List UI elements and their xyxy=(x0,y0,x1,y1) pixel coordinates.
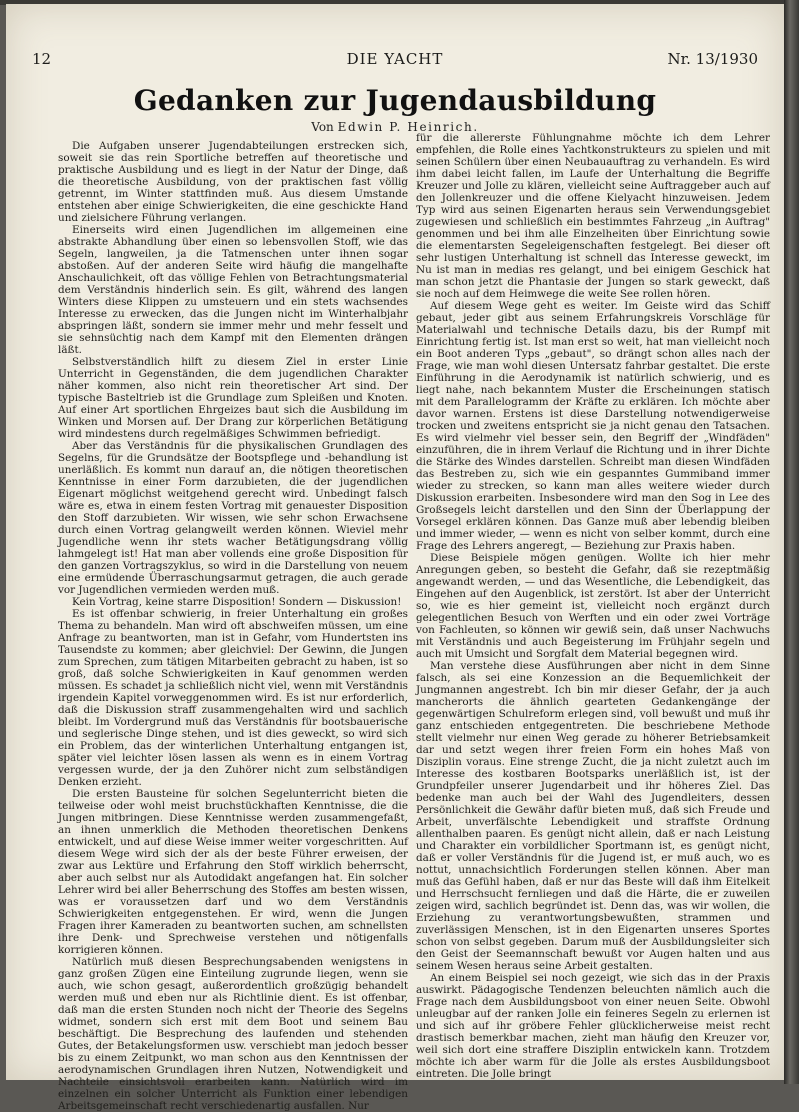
paragraph: für die allererste Fühlungnahme möchte ich dem Lehrer empfehlen, die Rolle eines Yachtkonstrukteurs zu spielen und mit seinen Schülern über einen Neubauauftrag zu verhandeln. Es wird ihm dabei leicht fallen, im Laufe der Unterhaltung die Begriffe Kreuzer und Jolle zu klären, vielleicht seine Auftraggeber auch auf den Jollenkreuzer und die offene Kielyacht hinzuweisen. Jedem Typ wird aus seinen Eigenarten heraus sein Verwendungsgebiet zugewiesen und schließlich ein bestimmtes Fahrzeug „in Auftrag" genommen und bei ihm alle Einzelheiten über Einrichtung sowie die elementarsten Segeleigenschaften festgelegt. Bei dieser oft sehr lustigen Unterhaltung ist schnell das Interesse geweckt, im Nu ist man in medias res gelangt, und bei einigem Geschick hat man schon jetzt die Phantasie der Jungen so stark geweckt, daß sie noch auf dem Heimwege die weite See rollen hören. xyxy=(416,132,770,300)
paragraph: Diese Beispiele mögen genügen. Wollte ich hier mehr Anregungen geben, so besteht die Gefahr, daß sie rezeptmäßig angewandt werden, — und das Wesentliche, die Lebendigkeit, das Eingehen auf den Augenblick, ist zerstört. Ist aber der Unterricht so, wie es hier gemeint ist, vielleicht noch ergänzt durch gelegentlichen Besuch von Werften und ein oder zwei Vorträge von Fachleuten, so können wir gewiß sein, daß unser Nachwuchs mit Verständnis und auch Begeisterung im Frühjahr segeln und auch mit Umsicht und Sorgfalt dem Material begegnen wird. xyxy=(416,552,770,660)
byline-prefix: Von xyxy=(311,120,334,134)
journal-title: DIE YACHT xyxy=(346,50,444,68)
author-name: Edwin P. Heinrich. xyxy=(337,120,479,134)
page-number: 12 xyxy=(32,50,52,68)
issue-number: Nr. 13/1930 xyxy=(667,50,758,68)
left-column xyxy=(58,140,408,1112)
paragraph: Man verstehe diese Ausführungen aber nicht in dem Sinne falsch, als sei eine Konzession an die Bequemlichkeit der Jungmannen angestrebt. Ich bin mir dieser Gefahr, der ja auch mancherorts die ähnlich gearteten Gedankengänge der gegenwärtigen Schulreform erlegen sind, voll bewußt und muß ihr ganz entschieden entgegentreten. Die beschriebene Methode stellt vielmehr nur einen Weg gerade zu höherer Betriebsamkeit dar und setzt wegen ihrer freien Form ein hohes Maß von Disziplin voraus. Eine strenge Zucht, die ja nicht zuletzt auch im Interesse des kostbaren Bootsparks unerläßlich ist, ist der Grundpfeiler unserer Jugendarbeit und ihr höheres Ziel. Das bedenke man auch bei der Wahl des Jugendleiters, dessen Persönlichkeit die Gewähr dafür bieten muß, daß sich Freude und Arbeit, unverfälschte Lebendigkeit und straffste Ordnung allenthalben paaren. Es genügt nicht allein, daß er nach Leistung und Charakter ein vorbildlicher Sportmann ist, es genügt nicht, daß er voller Verständnis für die Jugend ist, er muß auch, wo es nottut, unnachsichtlich Forderungen stellen können. Aber man muß das Gefühl haben, daß er nur das Beste will daß ihm Eitelkeit und Herrschsucht fernliegen und daß die Härte, die er zuweilen zeigen wird, sachlich begründet ist. Denn das, was wir wollen, die Erziehung zu verantwortungsbewußten, strammen und zuverlässigen Menschen, ist in den Eigenarten unseres Sportes schon von selbst gegeben. Darum muß der Ausbildungsleiter sich den Geist der Seemannschaft bewußt vor Augen halten und aus seinem Wesen heraus seine Arbeit gestalten. xyxy=(416,660,770,972)
paragraph-emphasis: Kein Vortrag, keine starre Disposition! Sondern — Diskussion! xyxy=(72,596,402,608)
paragraph: Es ist offenbar schwierig, in freier Unterhaltung ein großes Thema zu behandeln. Man wird oft abschweifen müssen, um eine Anfrage zu beantworten, man ist in Gefahr, vom Hundertsten ins Tausendste zu kommen; aber gleichviel: Der Gewinn, die Jungen zum Sprechen, zum tätigen Mitarbeiten gebracht zu haben, ist so groß, daß solche Schwierigkeiten in Kauf genommen werden müssen. Es schadet ja schließlich nicht viel, wenn mit Verständnis irgendein Kapitel vorweggenommen wird. Es ist nur erforderlich, daß die Diskussion straff zusammengehalten wird und sachlich bleibt. Im Vordergrund muß das Verständnis für bootsbauerische und seglerische Dinge stehen, und ist dies geweckt, so wird sich ein Problem, das der winterlichen Unterhaltung entgangen ist, später viel leichter lösen lassen als wenn es in einem Vortrag vergessen wurde, der ja den Zuhörer nicht zum selbständigen Denken erzieht. xyxy=(58,608,408,788)
article-title: Gedanken zur Jugendausbildung xyxy=(133,84,657,117)
paragraph: An einem Beispiel sei noch gezeigt, wie sich das in der Praxis auswirkt. Pädagogische Tendenzen beleuchten nämlich auch die Frage nach dem Ausbildungsboot von einer neuen Seite. Obwohl unleugbar auf der ranken Jolle ein feineres Segeln zu erlernen ist und sich auf ihr gröbere Fehler glücklicherweise meist recht drastisch bemerkbar machen, zieht man häufig den Kreuzer vor, weil sich dort eine straffere Disziplin entwickeln kann. Trotzdem möchte ich aber warm für die Jolle als erstes Ausbildungsboot eintreten. Die Jolle bringt xyxy=(416,972,770,1080)
paragraph: Die Aufgaben unserer Jugendabteilungen erstrecken sich, soweit sie das rein Sportliche betreffen auf theoretische und praktische Ausbildung und es liegt in der Natur der Dinge, daß die theoretische Ausbildung, von der praktischen fast völlig getrennt, im Winter stattfinden muß. Aus diesem Umstande entstehen aber einige Schwierigkeiten, die eine geschickte Hand und zielsichere Führung verlangen. xyxy=(58,140,408,224)
right-column xyxy=(416,132,770,1080)
paragraph: Einerseits wird einen Jugendlichen im allgemeinen eine abstrakte Abhandlung über einen so lebensvollen Stoff, wie das Segeln, langweilen, ja die Tatmenschen unter ihnen sogar abstoßen. Auf der anderen Seite wird häufig die mangelhafte Anschaulichkeit, oft das völlige Fehlen von Betrachtungsmaterial dem Verständnis hinderlich sein. Es gilt, während des langen Winters diese Klippen zu umsteuern und ein stets wachsendes Interesse zu erwecken, das die Jungen nicht im Winterhalbjahr abspringen läßt, sondern sie immer mehr und mehr fesselt und sie sehnsüchtig nach dem Kampf mit den Elementen drängen läßt. xyxy=(58,224,408,356)
scan-right-edge xyxy=(784,0,799,1084)
running-header xyxy=(32,50,758,70)
paragraph: Selbstverständlich hilft zu diesem Ziel in erster Linie Unterricht in Gegenständen, die dem jugendlichen Charakter näher kommen, also nicht rein theoretischer Art sind. Der typische Basteltrieb ist die Grundlage zum Spleißen und Knoten. Auf einer Art sportlichen Ehrgeizes baut sich die Ausbildung im Winken und Morsen auf. Der Drang zur körperlichen Betätigung wird mindestens durch regelmäßiges Schwimmen befriedigt. xyxy=(58,356,408,440)
paragraph: Auf diesem Wege geht es weiter. Im Geiste wird das Schiff gebaut, jeder gibt aus seinem Erfahrungskreis Vorschläge für Materialwahl und technische Details dazu, bis der Rumpf mit Einrichtung fertig ist. Ist man erst so weit, hat man vielleicht noch ein Boot anderen Typs „gebaut", so drängt schon alles nach der Frage, wie man wohl diesen Untersatz fahrbar gestaltet. Die erste Einführung in die Aerodynamik ist natürlich schwierig, und es liegt nahe, nach bekanntem Muster die Erscheinungen statisch mit dem Parallelogramm der Kräfte zu erklären. Ich möchte aber davor warnen. Erstens ist diese Darstellung notwendigerweise trocken und zweitens entspricht sie ja nicht genau den Tatsachen. Es wird vielmehr viel besser sein, den Begriff der „Windfäden" einzuführen, die in ihrem Verlauf die Richtung und in ihrer Dichte die Stärke des Windes darstellen. Schreibt man diesen Windfäden das Bestreben zu, sich wie ein gespanntes Gummiband immer wieder zu strecken, so kann man alles weitere wieder durch Diskussion erarbeiten. Insbesondere wird man den Sog in Lee des Großsegels leicht darstellen und den Sinn der Überlappung der Vorsegel erklären können. Das Ganze muß aber lebendig bleiben und immer wieder, — wenn es nicht von selber kommt, durch eine Frage des Lehrers angeregt, — Beziehung zur Praxis haben. xyxy=(416,300,770,552)
paragraph: Natürlich muß diesen Besprechungsabenden wenigstens in ganz großen Zügen eine Einteilung zugrunde liegen, wenn sie auch, wie schon gesagt, außerordentlich großzügig behandelt werden muß und eben nur als Richtlinie dient. Es ist offenbar, daß man die ersten Stunden noch nicht der Theorie des Segelns widmet, sondern sich erst mit dem Boot und seinem Bau beschäftigt. Die Besprechung des laufenden und stehenden Gutes, der Betakelungsformen usw. verschiebt man jedoch besser bis zu einem Zeitpunkt, wo man schon aus den Kenntnissen der aerodynamischen Grundlagen ihren Nutzen, Notwendigkeit und Nachteile einsichtsvoll erarbeiten kann. Natürlich wird im einzelnen ein solcher Unterricht als Funktion einer lebendigen Arbeitsgemeinschaft recht verschiedenartig ausfallen. Nur xyxy=(58,956,408,1112)
magazine-page xyxy=(6,4,784,1112)
paragraph: Aber das Verständnis für die physikalischen Grundlagen des Segelns, für die Grundsätze der Bootspflege und -behandlung ist unerläßlich. Es kommt nun darauf an, die nötigen theoretischen Kenntnisse in einer Form darzubieten, die der jugendlichen Eigenart möglichst weitgehend gerecht wird. Unbedingt falsch wäre es, etwa in einem festen Vortrag mit genauester Disposition den Stoff darzubieten. Wir wissen, wie sehr schon Erwachsene durch einen Vortrag gelangweilt werden können. Wieviel mehr Jugendliche wenn ihr stets wacher Betätigungsdrang völlig lahmgelegt ist! Hat man aber vollends eine große Disposition für den ganzen Vortragszyklus, so wird in die Darstellung von neuem eine ermüdende Überraschungsarmut getragen, die auch gerade vor Jugendlichen vermieden werden muß. xyxy=(58,440,408,596)
paragraph: Die ersten Bausteine für solchen Segelunterricht bieten die teilweise oder wohl meist bruchstückhaften Kenntnisse, die die Jungen mitbringen. Diese Kenntnisse werden zusammengefaßt, an ihnen unmerklich die Methoden theoretischen Denkens entwickelt, und auf diese Weise immer weiter vorgeschritten. Auf diesem Wege wird sich der als der beste Führer erweisen, der zwar aus Lektüre und Erfahrung den Stoff wirklich beherrscht, aber auch selbst nur als Autodidakt angefangen hat. Ein solcher Lehrer wird bei aller Beherrschung des Stoffes am besten wissen, was er voraussetzen darf und wo dem Verständnis Schwierigkeiten entgegenstehen. Er wird, wenn die Jungen Fragen ihrer Kameraden zu beantworten suchen, am schnellsten ihre Denk- und Sprechweise verstehen und nötigenfalls korrigieren können. xyxy=(58,788,408,956)
